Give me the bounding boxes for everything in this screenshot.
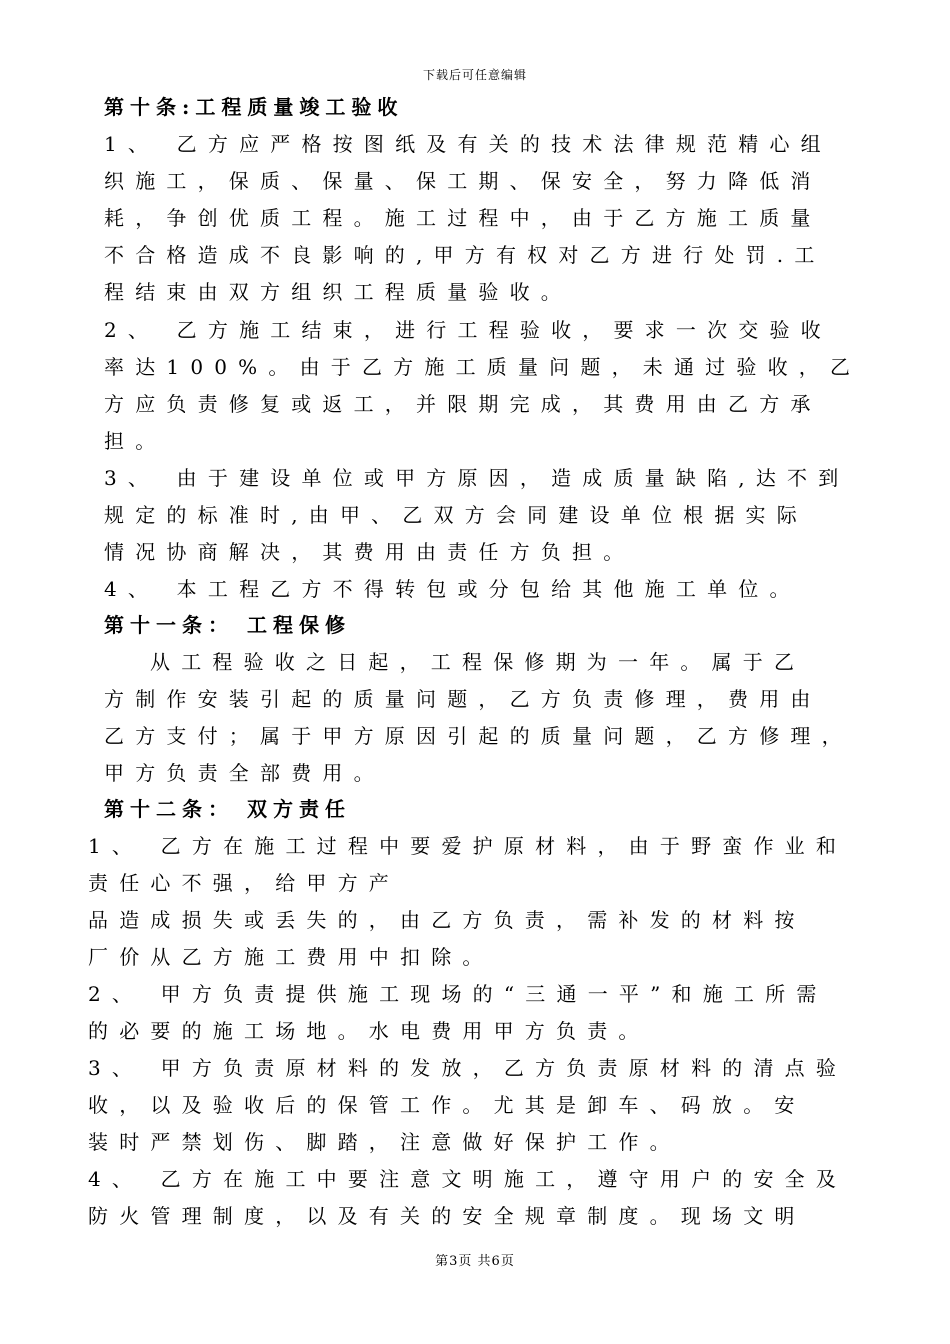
paragraph-line: 4、 乙方在施工中要注意文明施工，遵守用户的安全及 [88, 1167, 848, 1191]
paragraph-line: 甲方负责全部费用。 [104, 761, 385, 785]
paragraph-line: 责任心不强，给甲方产 [88, 871, 400, 895]
paragraph-line: 的必要的施工场地。水电费用甲方负责。 [88, 1019, 650, 1043]
paragraph-line: 品造成损失或丢失的，由乙方负责，需补发的材料按 [88, 908, 806, 932]
paragraph-line: 规定的标准时,由甲、乙双方会同建设单位根据实际 [104, 503, 808, 527]
paragraph-line: 不合格造成不良影响的,甲方有权对乙方进行处罚.工 [104, 243, 826, 267]
paragraph-line: 装时严禁划伤、脚踏，注意做好保护工作。 [88, 1130, 681, 1154]
paragraph-line: 担。 [104, 429, 167, 453]
article-11-heading: 第十一条： 工程保修 [104, 613, 351, 637]
paragraph-line: 防火管理制度，以及有关的安全规章制度。现场文明 [88, 1204, 806, 1228]
paragraph-line: 情况协商解决，其费用由责任方负担。 [104, 540, 635, 564]
paragraph-line: 程结束由双方组织工程质量验收。 [104, 280, 572, 304]
paragraph-line: 从工程验收之日起，工程保修期为一年。属于乙 [150, 650, 806, 674]
paragraph-line: 收，以及验收后的保管工作。尤其是卸车、码放。安 [88, 1093, 806, 1117]
paragraph-line: 1、 乙方在施工过程中要爱护原材料，由于野蛮作业和 [88, 834, 848, 858]
paragraph-line: 厂价从乙方施工费用中扣除。 [88, 945, 494, 969]
paragraph-line: 乙方支付；属于甲方原因引起的质量问题，乙方修理， [104, 724, 853, 748]
page-header-note: 下载后可任意编辑 [422, 68, 527, 82]
paragraph-line: 3、 甲方负责原材料的发放，乙方负责原材料的清点验 [88, 1056, 848, 1080]
paragraph-line: 耗，争创优质工程。施工过程中，由于乙方施工质量 [104, 206, 822, 230]
article-12-heading: 第十二条： 双方责任 [104, 797, 351, 821]
page-number-footer: 第3页 共6页 [435, 1254, 515, 1269]
paragraph-line: 3、 由于建设单位或甲方原因，造成质量缺陷,达不到 [104, 466, 850, 490]
paragraph-line: 率达100%。由于乙方施工质量问题，未通过验收，乙 [104, 355, 862, 379]
article-10-heading: 第十条:工程质量竣工验收 [104, 95, 404, 119]
paragraph-line: 织施工，保质、保量、保工期、保安全，努力降低消 [104, 169, 822, 193]
paragraph-line: 2、 乙方施工结束，进行工程验收，要求一次交验收 [104, 318, 832, 342]
paragraph-line: 1、 乙方应严格按图纸及有关的技术法律规范精心组 [104, 132, 832, 156]
paragraph-line: 4、 本工程乙方不得转包或分包给其他施工单位。 [104, 577, 801, 601]
paragraph-line: 2、 甲方负责提供施工现场的“三通一平”和施工所需 [88, 982, 828, 1006]
paragraph-line: 方应负责修复或返工，并限期完成，其费用由乙方承 [104, 392, 822, 416]
paragraph-line: 方制作安装引起的质量问题，乙方负责修理，费用由 [104, 687, 822, 711]
